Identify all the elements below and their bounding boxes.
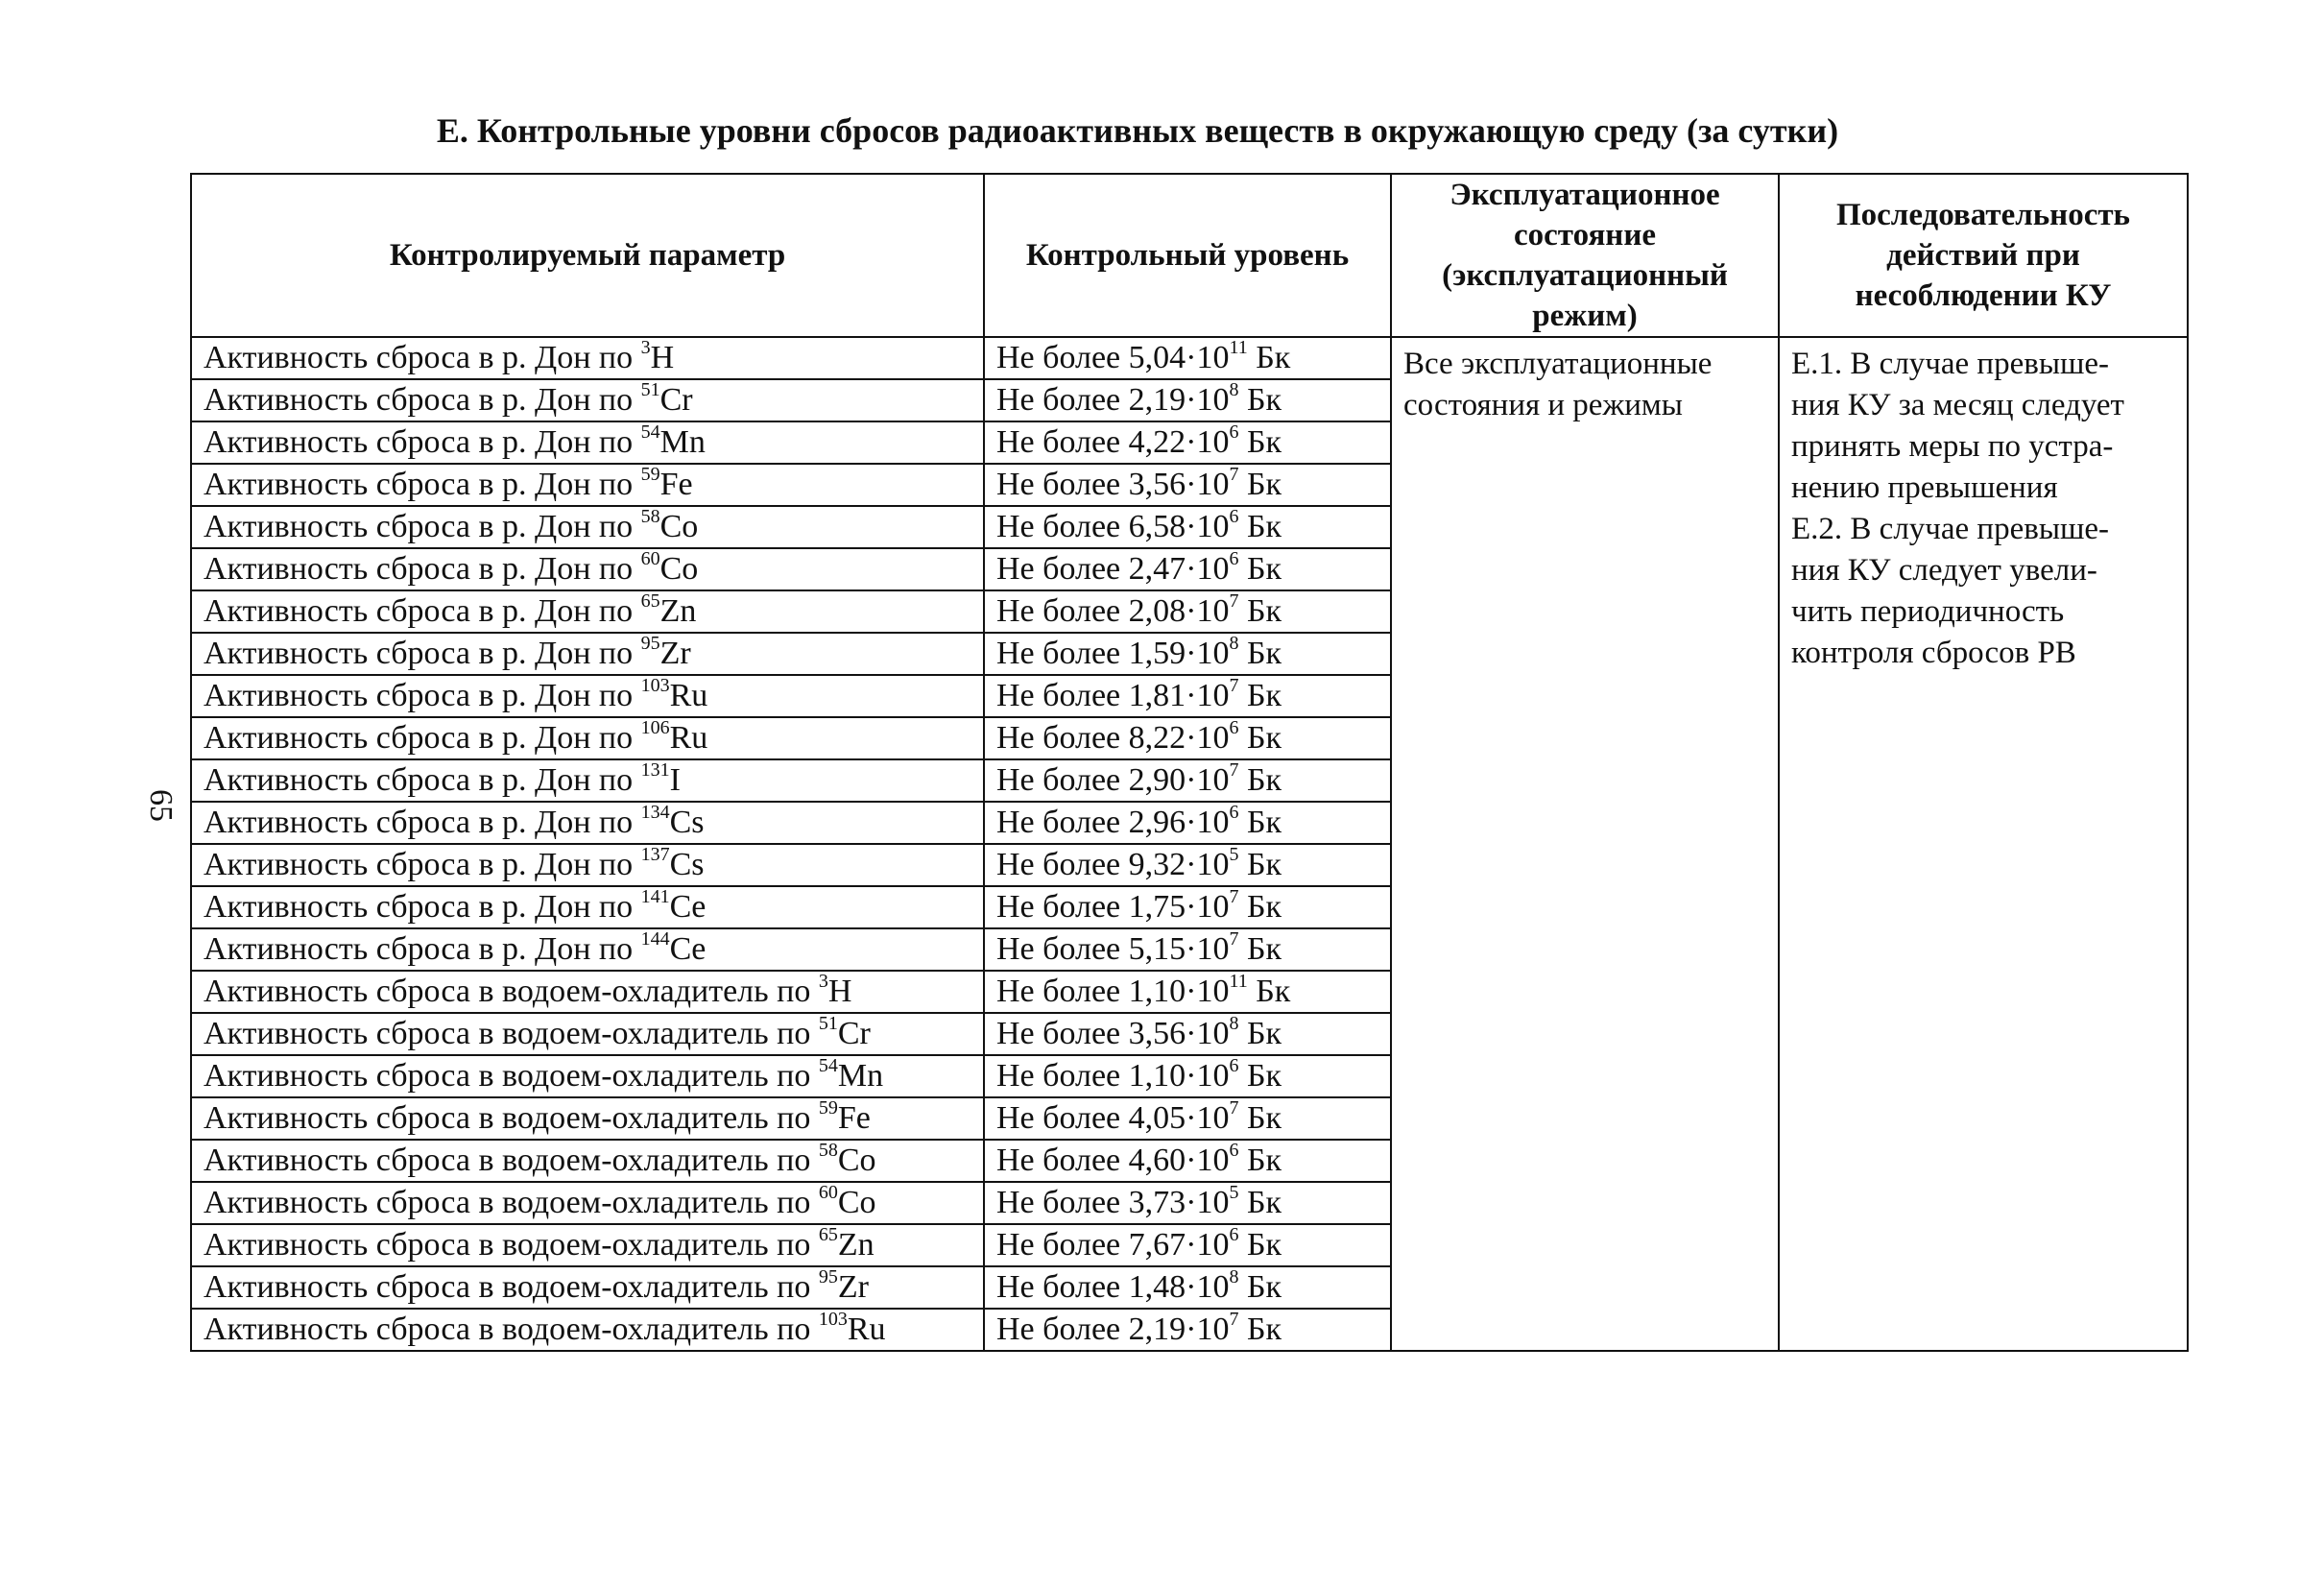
- param-cell: [191, 633, 984, 675]
- isotope-element: Co: [837, 1143, 876, 1178]
- table-header-row: [191, 174, 2188, 337]
- table-row: [191, 337, 2188, 379]
- level-cell: [984, 337, 1391, 379]
- level-exponent: 7: [1229, 463, 1239, 485]
- level-exponent: 8: [1229, 632, 1239, 654]
- isotope-element: Zr: [659, 636, 691, 671]
- level-cell: [984, 1182, 1391, 1224]
- level-cell: [984, 548, 1391, 590]
- level-cell: [984, 802, 1391, 844]
- isotope-mass: 51: [818, 1012, 838, 1034]
- isotope-element: Fe: [837, 1100, 871, 1136]
- isotope-mass: 58: [640, 505, 660, 527]
- level-text: Не более 6,58·10: [996, 509, 1230, 544]
- param-text: Активность сброса в р. Дон по: [204, 720, 641, 756]
- level-text: Не более 2,90·10: [996, 762, 1230, 798]
- isotope-element: Mn: [659, 424, 706, 460]
- actions-line: контроля сбросов РВ: [1791, 636, 2076, 670]
- level-cell: [984, 506, 1391, 548]
- isotope-element: H: [650, 340, 675, 375]
- isotope-mass: 106: [640, 716, 670, 738]
- param-cell: [191, 802, 984, 844]
- param-text: Активность сброса в водоем-охладитель по: [204, 1143, 819, 1178]
- isotope-element: Ce: [669, 889, 707, 925]
- param-text: Активность сброса в р. Дон по: [204, 847, 641, 882]
- isotope-mass: 60: [818, 1181, 838, 1203]
- level-unit: Бк: [1238, 1058, 1282, 1094]
- level-unit: Бк: [1238, 551, 1282, 587]
- level-text: Не более 3,56·10: [996, 467, 1230, 502]
- level-unit: Бк: [1238, 889, 1282, 925]
- param-cell: [191, 971, 984, 1013]
- level-exponent: 7: [1229, 758, 1239, 781]
- actions-line: Е.1. В случае превыше-: [1791, 347, 2110, 381]
- param-cell: [191, 759, 984, 802]
- isotope-element: Zn: [659, 593, 697, 629]
- actions-line: принять меры по устра-: [1791, 429, 2114, 464]
- isotope-mass: 3: [818, 970, 828, 992]
- level-exponent: 7: [1229, 589, 1239, 612]
- actions-line: чить периодичность: [1791, 594, 2065, 629]
- level-exponent: 8: [1229, 1012, 1239, 1034]
- isotope-element: Cs: [669, 847, 705, 882]
- param-cell: [191, 1309, 984, 1351]
- level-cell: [984, 1140, 1391, 1182]
- level-text: Не более 4,05·10: [996, 1100, 1230, 1136]
- isotope-element: H: [827, 974, 852, 1009]
- level-unit: Бк: [1238, 424, 1282, 460]
- isotope-mass: 144: [640, 927, 670, 950]
- isotope-mass: 51: [640, 378, 660, 400]
- isotope-element: Mn: [837, 1058, 884, 1094]
- param-cell: [191, 464, 984, 506]
- actions-line: ния КУ следует увели-: [1791, 553, 2097, 588]
- param-text: Активность сброса в р. Дон по: [204, 551, 641, 587]
- param-cell: [191, 1097, 984, 1140]
- level-unit: Бк: [1238, 805, 1282, 840]
- param-text: Активность сброса в водоем-охладитель по: [204, 1269, 819, 1305]
- param-text: Активность сброса в водоем-охладитель по: [204, 1185, 819, 1220]
- param-text: Активность сброса в р. Дон по: [204, 889, 641, 925]
- param-text: Активность сброса в водоем-охладитель по: [204, 1311, 819, 1347]
- level-text: Не более 9,32·10: [996, 847, 1230, 882]
- param-cell: [191, 379, 984, 421]
- level-exponent: 8: [1229, 378, 1239, 400]
- level-text: Не более 2,08·10: [996, 593, 1230, 629]
- isotope-mass: 65: [640, 589, 660, 612]
- level-unit: Бк: [1238, 593, 1282, 629]
- level-text: Не более 5,15·10: [996, 931, 1230, 967]
- param-text: Активность сброса в водоем-охладитель по: [204, 974, 819, 1009]
- level-text: Не более 3,73·10: [996, 1185, 1230, 1220]
- actions-line: Е.2. В случае превыше-: [1791, 512, 2110, 546]
- level-unit: Бк: [1238, 382, 1282, 418]
- isotope-mass: 59: [818, 1096, 838, 1119]
- level-exponent: 7: [1229, 1096, 1239, 1119]
- isotope-element: Zn: [837, 1227, 874, 1263]
- isotope-element: Co: [837, 1185, 876, 1220]
- level-exponent: 6: [1229, 1139, 1239, 1161]
- level-exponent: 11: [1229, 970, 1248, 992]
- level-cell: [984, 1055, 1391, 1097]
- param-text: Активность сброса в р. Дон по: [204, 382, 641, 418]
- level-unit: Бк: [1238, 1100, 1282, 1136]
- level-cell: [984, 421, 1391, 464]
- level-cell: [984, 1266, 1391, 1309]
- param-text: Активность сброса в водоем-охладитель по: [204, 1100, 819, 1136]
- header-param: Контролируемый параметр: [191, 174, 984, 337]
- param-text: Активность сброса в р. Дон по: [204, 678, 641, 713]
- param-text: Активность сброса в водоем-охладитель по: [204, 1227, 819, 1263]
- isotope-mass: 141: [640, 885, 670, 907]
- discharge-levels-table: [190, 173, 2189, 1352]
- isotope-element: Co: [659, 509, 699, 544]
- level-unit: Бк: [1238, 1185, 1282, 1220]
- level-text: Не более 1,75·10: [996, 889, 1230, 925]
- isotope-mass: 103: [818, 1308, 848, 1330]
- param-text: Активность сброса в р. Дон по: [204, 636, 641, 671]
- level-text: Не более 7,67·10: [996, 1227, 1230, 1263]
- level-cell: [984, 844, 1391, 886]
- level-unit: Бк: [1238, 509, 1282, 544]
- level-unit: Бк: [1238, 1016, 1282, 1051]
- param-cell: [191, 1055, 984, 1097]
- param-text: Активность сброса в р. Дон по: [204, 762, 641, 798]
- param-cell: [191, 675, 984, 717]
- level-unit: Бк: [1238, 636, 1282, 671]
- param-cell: [191, 421, 984, 464]
- level-unit: Бк: [1238, 762, 1282, 798]
- isotope-element: Zr: [837, 1269, 869, 1305]
- level-unit: Бк: [1238, 720, 1282, 756]
- level-exponent: 6: [1229, 505, 1239, 527]
- level-cell: [984, 633, 1391, 675]
- level-text: Не более 1,10·10: [996, 1058, 1230, 1094]
- level-exponent: 6: [1229, 716, 1239, 738]
- level-cell: [984, 1097, 1391, 1140]
- isotope-element: Fe: [659, 467, 693, 502]
- isotope-mass: 59: [640, 463, 660, 485]
- isotope-mass: 54: [818, 1054, 838, 1076]
- document-title: Е. Контрольные уровни сбросов радиоактивных веществ в окружающую среду (за сутки): [436, 111, 1839, 150]
- table-body: [191, 337, 2188, 1351]
- header-level: Контрольный уровень: [984, 174, 1391, 337]
- param-cell: [191, 590, 984, 633]
- level-exponent: 5: [1229, 1181, 1239, 1203]
- level-text: Не более 1,81·10: [996, 678, 1230, 713]
- param-text: Активность сброса в р. Дон по: [204, 805, 641, 840]
- isotope-element: Ce: [669, 931, 707, 967]
- level-text: Не более 8,22·10: [996, 720, 1230, 756]
- isotope-mass: 131: [640, 758, 670, 781]
- level-cell: [984, 759, 1391, 802]
- level-cell: [984, 379, 1391, 421]
- isotope-element: Ru: [847, 1311, 886, 1347]
- actions-line: ния КУ за месяц следует: [1791, 388, 2124, 422]
- isotope-element: Ru: [669, 678, 708, 713]
- level-text: Не более 5,04·10: [996, 340, 1230, 375]
- actions-line: нению превышения: [1791, 470, 2058, 505]
- level-exponent: 6: [1229, 1054, 1239, 1076]
- isotope-mass: 65: [818, 1223, 838, 1245]
- param-text: Активность сброса в р. Дон по: [204, 593, 641, 629]
- param-cell: [191, 886, 984, 928]
- page-number: 65: [143, 789, 179, 822]
- param-cell: [191, 337, 984, 379]
- level-text: Не более 2,47·10: [996, 551, 1230, 587]
- level-unit: Бк: [1247, 340, 1291, 375]
- level-cell: [984, 464, 1391, 506]
- level-exponent: 6: [1229, 547, 1239, 569]
- param-cell: [191, 1224, 984, 1266]
- param-cell: [191, 717, 984, 759]
- level-exponent: 6: [1229, 1223, 1239, 1245]
- level-text: Не более 1,59·10: [996, 636, 1230, 671]
- level-unit: Бк: [1238, 847, 1282, 882]
- level-unit: Бк: [1238, 1227, 1282, 1263]
- level-exponent: 7: [1229, 885, 1239, 907]
- level-text: Не более 2,96·10: [996, 805, 1230, 840]
- level-text: Не более 3,56·10: [996, 1016, 1230, 1051]
- param-text: Активность сброса в водоем-охладитель по: [204, 1016, 819, 1051]
- param-cell: [191, 844, 984, 886]
- level-cell: [984, 590, 1391, 633]
- param-text: Активность сброса в р. Дон по: [204, 424, 641, 460]
- param-cell: [191, 1182, 984, 1224]
- isotope-element: I: [669, 762, 681, 798]
- header-actions: Последовательность действий при несоблюдении КУ: [1779, 174, 2188, 337]
- isotope-mass: 134: [640, 801, 670, 823]
- isotope-element: Cr: [659, 382, 693, 418]
- level-cell: [984, 928, 1391, 971]
- level-exponent: 6: [1229, 801, 1239, 823]
- state-cell: [1391, 337, 1779, 1351]
- level-unit: Бк: [1247, 974, 1291, 1009]
- param-cell: [191, 548, 984, 590]
- actions-cell: [1779, 337, 2188, 1351]
- level-text: Не более 1,48·10: [996, 1269, 1230, 1305]
- param-cell: [191, 506, 984, 548]
- isotope-element: Cr: [837, 1016, 871, 1051]
- param-cell: [191, 1140, 984, 1182]
- level-cell: [984, 886, 1391, 928]
- param-text: Активность сброса в р. Дон по: [204, 340, 641, 375]
- level-unit: Бк: [1238, 467, 1282, 502]
- isotope-mass: 3: [640, 336, 651, 358]
- param-text: Активность сброса в р. Дон по: [204, 931, 641, 967]
- isotope-mass: 58: [818, 1139, 838, 1161]
- isotope-mass: 95: [818, 1265, 838, 1287]
- level-exponent: 7: [1229, 674, 1239, 696]
- level-text: Не более 1,10·10: [996, 974, 1230, 1009]
- level-cell: [984, 1013, 1391, 1055]
- isotope-mass: 103: [640, 674, 670, 696]
- isotope-element: Cs: [669, 805, 705, 840]
- level-exponent: 11: [1229, 336, 1248, 358]
- level-cell: [984, 1224, 1391, 1266]
- isotope-mass: 137: [640, 843, 670, 865]
- isotope-element: Ru: [669, 720, 708, 756]
- level-unit: Бк: [1238, 1143, 1282, 1178]
- isotope-element: Co: [659, 551, 699, 587]
- state-text: Все эксплуатационные состояния и режимы: [1403, 347, 1713, 422]
- level-text: Не более 4,22·10: [996, 424, 1230, 460]
- level-text: Не более 2,19·10: [996, 1311, 1230, 1347]
- param-text: Активность сброса в р. Дон по: [204, 467, 641, 502]
- level-exponent: 8: [1229, 1265, 1239, 1287]
- level-text: Не более 4,60·10: [996, 1143, 1230, 1178]
- level-cell: [984, 717, 1391, 759]
- param-text: Активность сброса в водоем-охладитель по: [204, 1058, 819, 1094]
- isotope-mass: 95: [640, 632, 660, 654]
- level-exponent: 6: [1229, 421, 1239, 443]
- param-cell: [191, 1266, 984, 1309]
- level-unit: Бк: [1238, 931, 1282, 967]
- level-exponent: 7: [1229, 927, 1239, 950]
- param-cell: [191, 1013, 984, 1055]
- isotope-mass: 54: [640, 421, 660, 443]
- level-exponent: 7: [1229, 1308, 1239, 1330]
- level-unit: Бк: [1238, 678, 1282, 713]
- level-exponent: 5: [1229, 843, 1239, 865]
- level-cell: [984, 1309, 1391, 1351]
- param-text: Активность сброса в р. Дон по: [204, 509, 641, 544]
- isotope-mass: 60: [640, 547, 660, 569]
- level-cell: [984, 675, 1391, 717]
- level-unit: Бк: [1238, 1269, 1282, 1305]
- level-cell: [984, 971, 1391, 1013]
- level-unit: Бк: [1238, 1311, 1282, 1347]
- level-text: Не более 2,19·10: [996, 382, 1230, 418]
- header-state: Эксплуатационное состояние (эксплуатационный режим): [1391, 174, 1779, 337]
- param-cell: [191, 928, 984, 971]
